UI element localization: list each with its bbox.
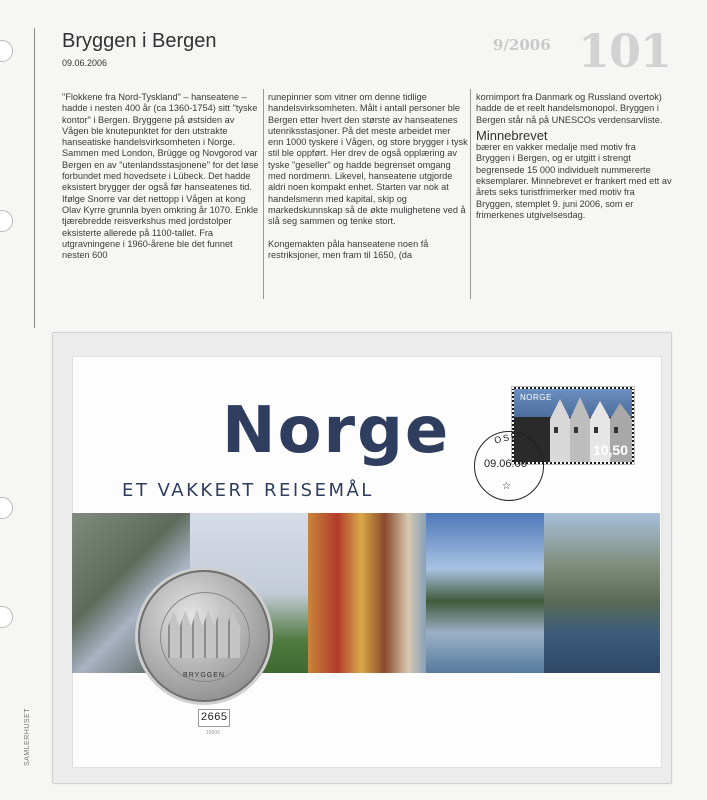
postmark-city: OSLO xyxy=(493,428,528,446)
coin-label: BRYGGEN xyxy=(183,672,225,679)
stamp-country: NORGE xyxy=(520,393,552,402)
photo-bryggen xyxy=(308,513,426,673)
article-column-3 xyxy=(476,92,672,221)
postmark-date: 09.06.06 xyxy=(484,458,527,470)
page-number: 101 xyxy=(578,24,672,78)
cover-headline: Norge xyxy=(222,394,451,468)
postmark-star: ☆ xyxy=(502,481,511,492)
article-column-2 xyxy=(268,92,468,261)
binder-hole xyxy=(0,497,13,519)
binder-hole xyxy=(0,40,13,62)
cover-subtitle: ET VAKKERT REISEMÅL xyxy=(122,480,374,501)
article-paragraph: "Flokkene fra Nord-Tyskland" – hanseatene – hadde i nesten 400 år (ca 1360-1754) sitt "tyske kontor" i Bergen. Bryggene på østsiden av Vågen ble knutepunktet for den utstrakte hanseatiske handelsvirksomheten i Norge. Sammen med London, Brügge og Novgorod var Bergen en av "utenlandsstasjonene" for det løse forbundet med hovedsete i Lübeck. Det hadde eksistert brygger der også før hanseatenes tid. Ifølge Snorre var det nettopp i Vågen at kong Olav Kyrre grunnla byen omkring år 1070. Enkle tjærebredde reisverkshus med jordstolper eksisterte allerede på 1100-tallet. Fra utgravningene i 1960-årene ble det funnet nesten 600 xyxy=(62,92,259,261)
article-column-1 xyxy=(62,92,262,261)
section-subheading: Minnebrevet xyxy=(476,127,548,143)
stamp-value: 10,50 xyxy=(592,442,628,458)
photo-harbour xyxy=(426,513,544,673)
binder-hole xyxy=(0,606,13,628)
column-rule xyxy=(470,89,471,299)
binder-hole xyxy=(0,210,13,232)
issue-number: 9/2006 xyxy=(493,36,551,54)
column-rule xyxy=(263,89,264,299)
margin-rule xyxy=(34,28,35,328)
page-date: 09.06.2006 xyxy=(62,58,108,68)
article-paragraph: Kongemakten påla hanseatene noen få restriksjoner, men fram til 1650, (da xyxy=(268,238,429,260)
serial-edition: 15000 xyxy=(206,730,220,736)
article-paragraph: runepinner som vitner om denne tidlige handelsvirksomheten. Målt i antall personer ble Bergen etter hvert den største av hanseatenes utenriksstasjoner. På det meste arbeidet mer enn 1000 tyskere i Vågen, og store brygger i tysk stil ble oppført. Her drev de også opplæring av tyske "geseller" og hadde begrenset omgang med nordmenn. Likevel, hanseatene utgjorde aldri noen kompakt enhet. Starten var nok at handelsmenn med kapital, skip og markedskunnskap så de økte mulighetene ved å slå seg sammen og tenke stort. xyxy=(268,92,468,227)
article-paragraph: bærer en vakker medalje med motiv fra Bryggen i Bergen, og er utgitt i strengt begrensede 15 000 individuelt nummererte eksemplarer. Minnebrevet er frankert med ett av årets seks turistfrimerker med motiv fra Bryggen, stemplet 9. juni 2006, som er frimerkenes utgivelsesdag. xyxy=(476,142,672,220)
photo-mountains xyxy=(544,513,660,673)
page-title: Bryggen i Bergen xyxy=(62,30,217,52)
side-brand: SAMLERHUSET xyxy=(24,707,31,766)
article-paragraph: kornimport fra Danmark og Russland overtok) hadde de et reelt handelsmonopol. Bryggen i Bergen står nå på UNESCOs verdensarvliste. xyxy=(476,92,663,125)
commemorative-coin xyxy=(138,570,270,702)
serial-number: 2665 xyxy=(198,709,230,727)
